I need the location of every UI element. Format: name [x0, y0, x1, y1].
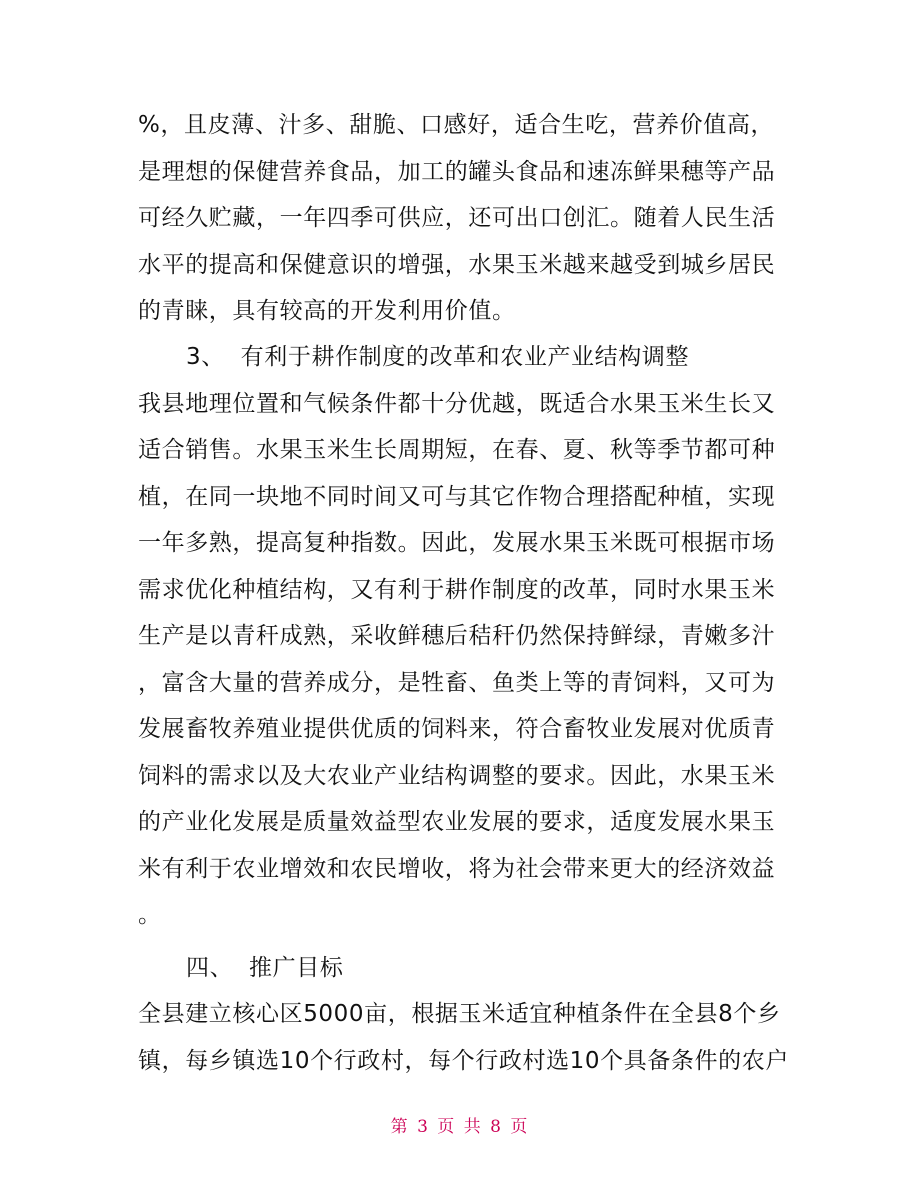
- body-line: 的产业化发展是质量效益型农业发展的要求，适度发展水果玉: [138, 809, 776, 835]
- section-heading: 3、 有利于耕作制度的改革和农业产业结构调整: [186, 344, 690, 370]
- body-line: 。: [138, 902, 162, 928]
- body-line: 饲料的需求以及大农业产业结构调整的要求。因此，水果玉米: [138, 763, 776, 789]
- body-line: 发展畜牧养殖业提供优质的饲料来，符合畜牧业发展对优质青: [138, 716, 776, 742]
- body-line: 米有利于农业增效和农民增收，将为社会带来更大的经济效益: [138, 856, 776, 882]
- body-line: 生产是以青秆成熟，采收鲜穗后秸秆仍然保持鲜绿，青嫩多汁: [138, 623, 776, 649]
- body-line: ，富含大量的营养成分，是牲畜、鱼类上等的青饲料，又可为: [138, 670, 776, 696]
- section-heading: 四、 推广目标: [186, 955, 344, 981]
- body-line: 全县建立核心区5000亩，根据玉米适宜种植条件在全县8个乡: [138, 1001, 781, 1027]
- body-line: 我县地理位置和气候条件都十分优越，既适合水果玉米生长又: [138, 391, 776, 417]
- body-line: 水平的提高和保健意识的增强，水果玉米越来越受到城乡居民: [138, 252, 776, 278]
- body-line: 需求优化种植结构，又有利于耕作制度的改革，同时水果玉米: [138, 577, 776, 603]
- body-line: 一年多熟，提高复种指数。因此，发展水果玉米既可根据市场: [138, 530, 776, 556]
- body-line: 是理想的保健营养食品，加工的罐头食品和速冻鲜果穗等产品: [138, 159, 776, 185]
- body-line: 适合销售。水果玉米生长周期短，在春、夏、秋等季节都可种: [138, 437, 776, 463]
- body-line: 的青睐，具有较高的开发利用价值。: [138, 298, 516, 324]
- body-line: %，且皮薄、汁多、甜脆、口感好，适合生吃，营养价值高，: [138, 112, 775, 138]
- page-number-footer: 第 3 页 共 8 页: [390, 1117, 530, 1137]
- body-line: 植，在同一块地不同时间又可与其它作物合理搭配种植，实现: [138, 484, 776, 510]
- body-line: 可经久贮藏，一年四季可供应，还可出口创汇。随着人民生活: [138, 205, 776, 231]
- body-line: 镇，每乡镇选10个行政村，每个行政村选10个具备条件的农户: [138, 1048, 789, 1074]
